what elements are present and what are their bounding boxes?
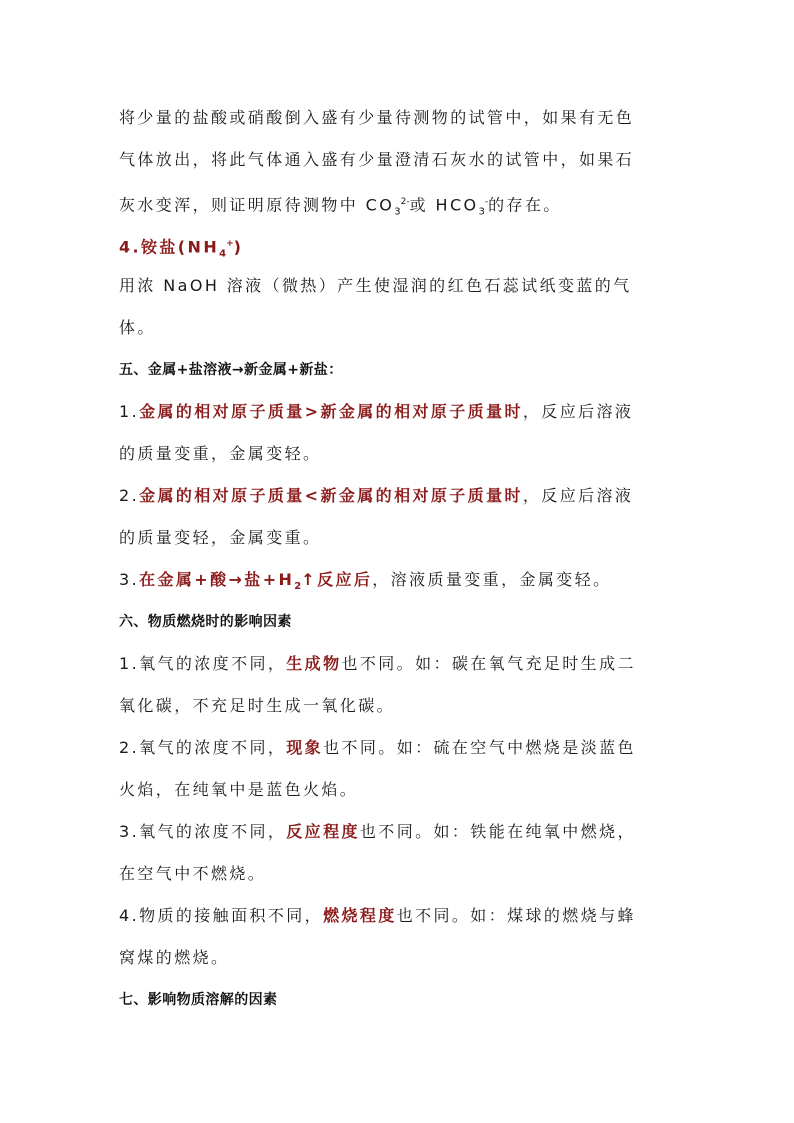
section-heading: 六、物质燃烧时的影响因素 [119,614,292,630]
paragraph-line: 在空气中不燃烧。 [119,864,267,883]
paragraph-line: 将少量的盐酸或硝酸倒入盛有少量待测物的试管中，如果有无色 [119,108,635,127]
paragraph-line: 3.在金属+酸→盐$+H_2↑$反应后，溶液质量变重，金属变轻。 [119,570,612,593]
paragraph-line: 用浓 NaOH 溶液（微热）产生使湿润的红色石蕊试纸变蓝的气 [119,276,632,295]
paragraph-line: 体。 [119,318,156,337]
paragraph-line: 2.氧气的浓度不同，现象也不同。如：硫在空气中燃烧是淡蓝色 [119,738,636,757]
paragraph-line: 1.氧气的浓度不同，生成物也不同。如：碳在氧气充足时生成二 [119,654,636,673]
paragraph-line: 灰水变浑，则证明原待测物中 $CO_3^{2-}$或 $HCO_3^-$的存在。 [119,195,562,218]
paragraph-line: 的质量变重，金属变轻。 [119,444,322,463]
paragraph-line: 1.金属的相对原子质量>新金属的相对原子质量时，反应后溶液 [119,402,634,421]
paragraph-line: 2.金属的相对原子质量<新金属的相对原子质量时，反应后溶液 [119,486,634,505]
paragraph-line: 气体放出，将此气体通入盛有少量澄清石灰水的试管中，如果石 [119,150,635,169]
paragraph-line: 3.氧气的浓度不同，反应程度也不同。如：铁能在纯氧中燃烧， [119,822,636,841]
section-heading: 五、金属+盐溶液→新金属+新盐： [119,362,343,378]
paragraph-line: 火焰，在纯氧中是蓝色火焰。 [119,780,359,799]
paragraph-line: 窝煤的燃烧。 [119,948,230,967]
section-heading: 七、影响物质溶解的因素 [119,992,278,1008]
paragraph-line: 氧化碳，不充足时生成一氧化碳。 [119,696,396,715]
paragraph-line: 4.物质的接触面积不同，燃烧程度也不同。如：煤球的燃烧与蜂 [119,906,636,925]
section-subheading: 4.铵盐$(NH_4^+)$ [119,237,244,260]
paragraph-line: 的质量变轻，金属变重。 [119,528,322,547]
